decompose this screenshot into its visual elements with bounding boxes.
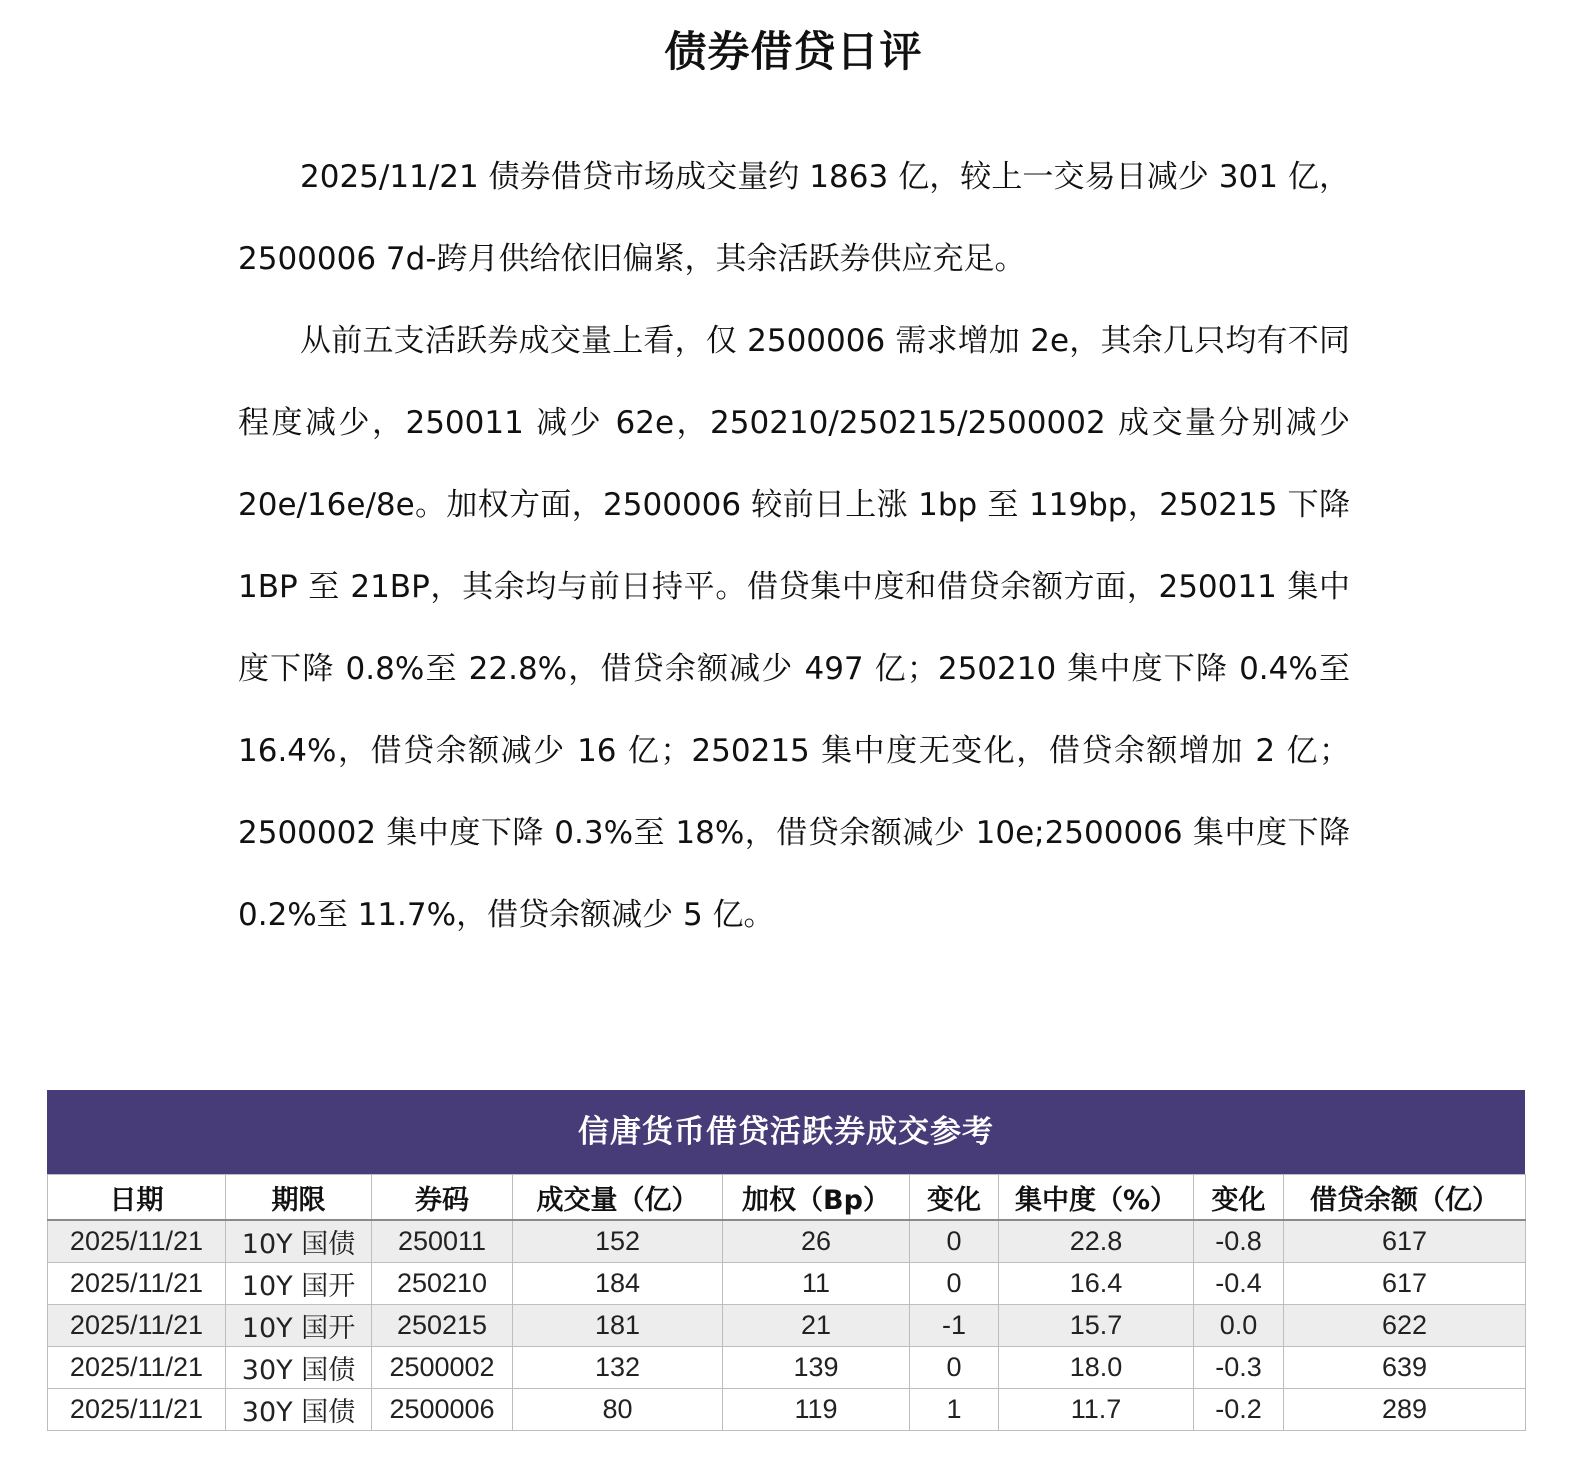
cell-concentration-change: -0.3 <box>1194 1347 1284 1389</box>
header-rate-change: 变化 <box>910 1175 999 1221</box>
cell-rate-change: 0 <box>910 1263 999 1305</box>
cell-date: 2025/11/21 <box>48 1305 226 1347</box>
cell-bond-code: 2500006 <box>372 1389 513 1431</box>
cell-volume: 184 <box>513 1263 723 1305</box>
cell-volume: 181 <box>513 1305 723 1347</box>
cell-rate-change: 0 <box>910 1347 999 1389</box>
header-volume: 成交量（亿） <box>513 1175 723 1221</box>
header-bond-code: 券码 <box>372 1175 513 1221</box>
reference-table-section <box>47 1090 1525 1431</box>
active-bonds-table <box>47 1174 1526 1431</box>
cell-weighted-rate: 139 <box>723 1347 910 1389</box>
cell-concentration-change: -0.2 <box>1194 1389 1284 1431</box>
cell-concentration: 18.0 <box>999 1347 1194 1389</box>
cell-concentration-change: 0.0 <box>1194 1305 1284 1347</box>
header-concentration-change: 变化 <box>1194 1175 1284 1221</box>
table-row <box>48 1347 1526 1389</box>
cell-tenor: 10Y 国开 <box>226 1305 372 1347</box>
cell-bond-code: 250215 <box>372 1305 513 1347</box>
cell-volume: 80 <box>513 1389 723 1431</box>
cell-tenor: 30Y 国债 <box>226 1389 372 1431</box>
cell-concentration-change: -0.4 <box>1194 1263 1284 1305</box>
cell-tenor: 10Y 国开 <box>226 1263 372 1305</box>
cell-concentration: 15.7 <box>999 1305 1194 1347</box>
paragraph-summary: 2025/11/21 债券借贷市场成交量约 1863 亿，较上一交易日减少 301 亿，2500006 7d-跨月供给依旧偏紧，其余活跃券供应充足。 <box>238 159 1350 277</box>
page-title: 债券借贷日评 <box>664 27 923 76</box>
cell-weighted-rate: 26 <box>723 1220 910 1263</box>
cell-weighted-rate: 21 <box>723 1305 910 1347</box>
cell-tenor: 30Y 国债 <box>226 1347 372 1389</box>
table-row <box>48 1305 1526 1347</box>
cell-volume: 152 <box>513 1220 723 1263</box>
paragraph-detail: 从前五支活跃券成交量上看，仅 2500006 需求增加 2e，其余几只均有不同程度减少，250011 减少 62e，250210/250215/2500002 成交量分别减少 20e/16e/8e。加权方面，2500006 较前日上涨 1bp 至 119bp，250215 下降 1BP 至 21BP，其余均与前日持平。借贷集中度和借贷余额方面，250011 集中度下降 0.8%至 22.8%，借贷余额减少 497 亿；250210 集中度下降 0.4%至 16.4%，借贷余额减少 16 亿；250215 集中度无变化，借贷余额增加 2 亿；2500002 集中度下降 0.3%至 18%，借贷余额减少 10e;2500006 集中度下降 0.2%至 11.7%，借贷余额减少 5 亿。 <box>238 323 1350 933</box>
cell-concentration: 22.8 <box>999 1220 1194 1263</box>
header-tenor: 期限 <box>226 1175 372 1221</box>
cell-lending-balance: 622 <box>1284 1305 1526 1347</box>
cell-date: 2025/11/21 <box>48 1220 226 1263</box>
cell-weighted-rate: 119 <box>723 1389 910 1431</box>
cell-date: 2025/11/21 <box>48 1347 226 1389</box>
cell-lending-balance: 289 <box>1284 1389 1526 1431</box>
table-title: 信唐货币借贷活跃券成交参考 <box>47 1090 1525 1174</box>
header-weighted-rate: 加权（Bp） <box>723 1175 910 1221</box>
cell-date: 2025/11/21 <box>48 1389 226 1431</box>
cell-bond-code: 2500002 <box>372 1347 513 1389</box>
article-body <box>238 136 1350 956</box>
cell-bond-code: 250011 <box>372 1220 513 1263</box>
cell-rate-change: 0 <box>910 1220 999 1263</box>
cell-lending-balance: 639 <box>1284 1347 1526 1389</box>
cell-bond-code: 250210 <box>372 1263 513 1305</box>
cell-concentration: 16.4 <box>999 1263 1194 1305</box>
header-concentration: 集中度（%） <box>999 1175 1194 1221</box>
cell-concentration-change: -0.8 <box>1194 1220 1284 1263</box>
table-header-row <box>48 1175 1526 1221</box>
cell-lending-balance: 617 <box>1284 1220 1526 1263</box>
cell-lending-balance: 617 <box>1284 1263 1526 1305</box>
header-lending-balance: 借贷余额（亿） <box>1284 1175 1526 1221</box>
table-row <box>48 1389 1526 1431</box>
table-row <box>48 1263 1526 1305</box>
cell-rate-change: -1 <box>910 1305 999 1347</box>
cell-tenor: 10Y 国债 <box>226 1220 372 1263</box>
cell-date: 2025/11/21 <box>48 1263 226 1305</box>
cell-volume: 132 <box>513 1347 723 1389</box>
table-row <box>48 1220 1526 1263</box>
cell-concentration: 11.7 <box>999 1389 1194 1431</box>
cell-weighted-rate: 11 <box>723 1263 910 1305</box>
cell-rate-change: 1 <box>910 1389 999 1431</box>
header-date: 日期 <box>48 1175 226 1221</box>
